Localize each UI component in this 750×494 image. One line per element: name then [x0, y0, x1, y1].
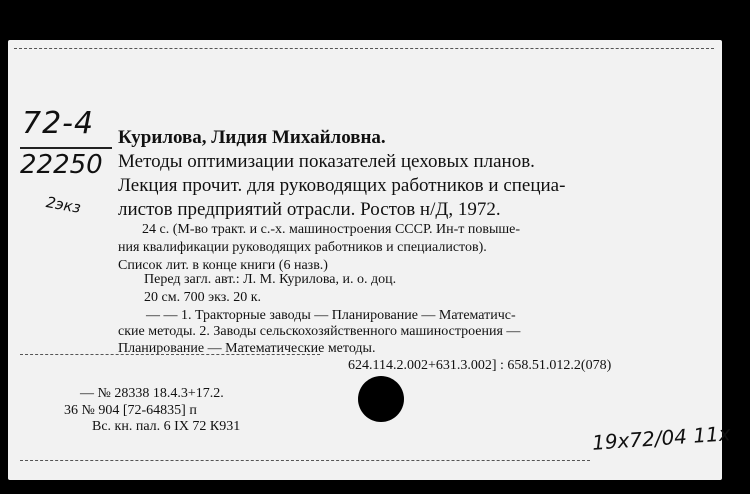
scan-line-mid: [20, 354, 320, 355]
author-note: Перед загл. авт.: Л. М. Курилова, и. о. доц.: [144, 272, 397, 287]
handwritten-underline: [20, 147, 112, 149]
handwritten-code-top: 72-4: [22, 106, 95, 141]
physical-description-line-2: ния квалификации руководящих работников и специалистов).: [118, 240, 487, 255]
subject-line-1: — — 1. Тракторные заводы — Планирование — Математичс-: [146, 308, 516, 323]
handwritten-note-left: 2экз: [44, 193, 83, 217]
subject-line-3: Планирование — Математические методы.: [118, 341, 376, 356]
registry-line-2: 36 № 904 [72-64835] п: [64, 403, 197, 418]
subject-line-2: ские методы. 2. Заводы сельскохозяйственного машиностроения —: [118, 324, 521, 339]
handwritten-code-number: 22250: [20, 150, 103, 180]
scan-line-top: [14, 48, 714, 49]
bibliography-note: Список лит. в конце книги (6 назв.): [118, 258, 328, 273]
physical-description-line-1: 24 с. (М-во тракт. и с.-х. машиностроения СССР. Ин-т повыше-: [142, 222, 521, 237]
size-copies-price: 20 см. 700 экз. 20 к.: [144, 290, 262, 305]
classification-index: 624.114.2.002+631.3.002] : 658.51.012.2(078): [348, 358, 612, 373]
registry-line-3: Вс. кн. пал. 6 IX 72 К931: [92, 419, 241, 434]
title-line-3: листов предприятий отрасли. Ростов н/Д, 1972.: [118, 199, 501, 220]
title-line-2: Лекция прочит. для руководящих работников и специа-: [118, 175, 566, 196]
registry-line-1: — № 28338 18.4.3+17.2.: [80, 386, 224, 401]
scan-line-bottom: [20, 460, 590, 461]
title-line-1: Методы оптимизации показателей цеховых планов.: [118, 151, 535, 172]
handwritten-note-bottom-right: 19x72/04 11x: [591, 421, 732, 455]
punch-hole: [358, 376, 404, 422]
author-heading: Курилова, Лидия Михайловна.: [118, 127, 386, 148]
